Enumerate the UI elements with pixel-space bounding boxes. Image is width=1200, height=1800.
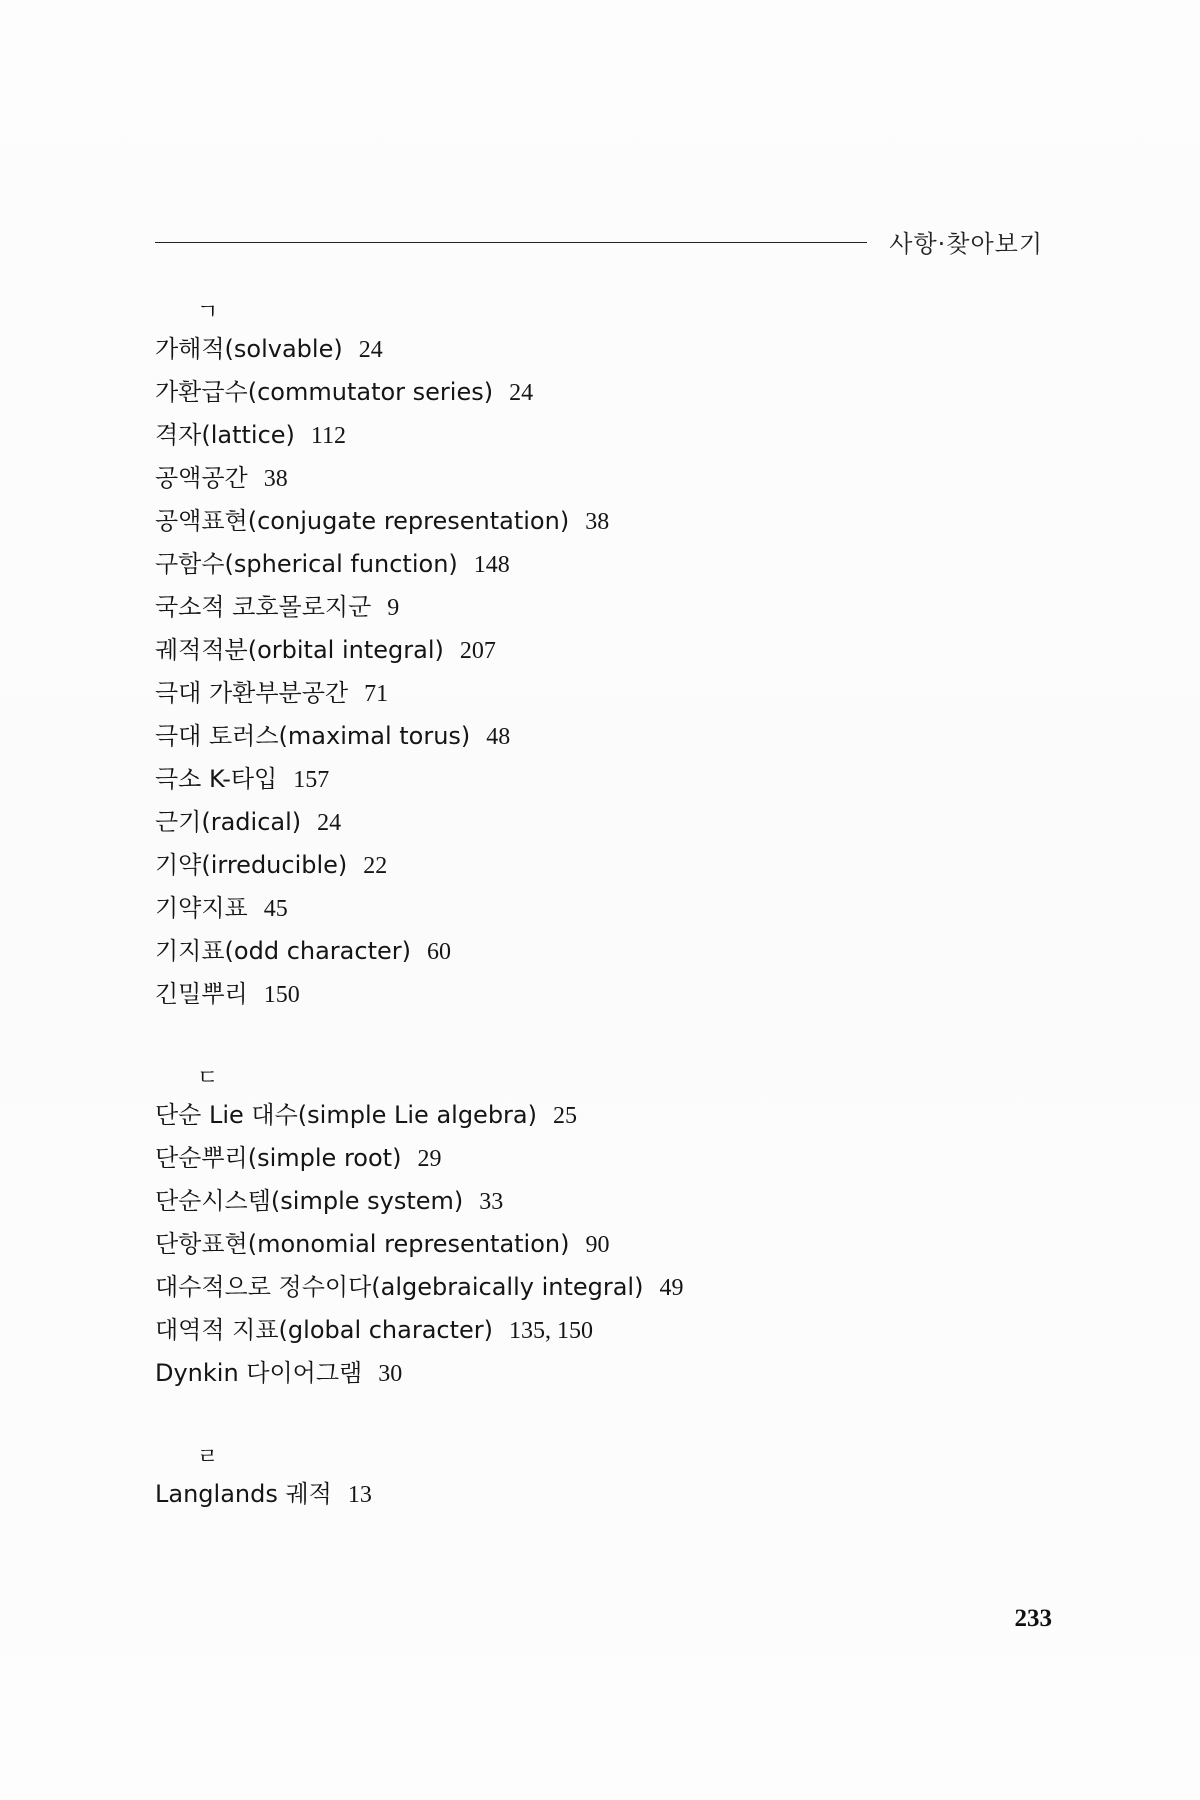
index-entry (155, 973, 1055, 1016)
header-rule (155, 242, 867, 243)
entry-pages: 30 (378, 1361, 403, 1387)
entry-pages: 38 (263, 466, 288, 492)
entry-pages: 38 (585, 509, 610, 535)
entry-pages: 24 (509, 380, 534, 406)
entry-pages: 157 (293, 767, 330, 793)
index-entry (155, 586, 1055, 629)
entry-term: 궤적적분(orbital integral) (155, 636, 444, 664)
section-letter: ㄹ (197, 1445, 219, 1470)
entry-pages: 150 (263, 982, 300, 1008)
index-entry (155, 1180, 1055, 1223)
entry-term: 기지표(odd character) (155, 937, 411, 965)
entry-pages: 45 (263, 896, 288, 922)
section-letter: ㄷ (197, 1066, 219, 1091)
entry-term: Langlands 궤적 (155, 1480, 332, 1508)
index-entry (155, 930, 1055, 973)
entry-term: 국소적 코호몰로지군 (155, 593, 372, 621)
section-spacer (155, 1016, 1055, 1064)
entry-term: 대수적으로 정수이다(algebraically integral) (155, 1273, 644, 1301)
entry-pages: 71 (364, 681, 389, 707)
entry-term: 단순시스템(simple system) (155, 1187, 464, 1215)
entry-pages: 13 (347, 1482, 372, 1508)
entry-pages: 135, 150 (509, 1318, 594, 1344)
entry-pages: 24 (317, 810, 342, 836)
index-entry (155, 801, 1055, 844)
entry-term: 단항표현(monomial representation) (155, 1230, 570, 1258)
index-section-digeut (155, 1064, 1055, 1395)
entry-term: 단순뿌리(simple root) (155, 1144, 402, 1172)
index-entry (155, 1223, 1055, 1266)
index-entry (155, 1352, 1055, 1395)
entry-term: 격자(lattice) (155, 421, 295, 449)
index-entry (155, 844, 1055, 887)
subject-index (155, 298, 1055, 1516)
index-entry (155, 758, 1055, 801)
section-letter: ㄱ (197, 300, 219, 325)
entry-pages: 22 (363, 853, 388, 879)
entry-term: 구함수(spherical function) (155, 550, 458, 578)
entry-pages: 207 (459, 638, 496, 664)
section-spacer (155, 1395, 1055, 1443)
index-entry (155, 328, 1055, 371)
entry-term: 가환급수(commutator series) (155, 378, 494, 406)
index-entry (155, 500, 1055, 543)
page-number: 233 (1014, 1605, 1052, 1632)
entry-term: 긴밀뿌리 (155, 980, 248, 1008)
index-entry (155, 715, 1055, 758)
entry-pages: 29 (417, 1146, 442, 1172)
entry-term: 기약(irreducible) (155, 851, 348, 879)
entry-pages: 25 (553, 1103, 577, 1129)
entry-term: Dynkin 다이어그램 (155, 1359, 363, 1387)
index-entry (155, 1094, 1055, 1137)
running-header (155, 222, 1055, 262)
entry-pages: 148 (473, 552, 510, 578)
entry-pages: 24 (358, 337, 383, 363)
index-entry (155, 1309, 1055, 1352)
entry-term: 단순 Lie 대수(simple Lie algebra) (155, 1101, 537, 1129)
index-entry (155, 1266, 1055, 1309)
entry-pages: 48 (486, 724, 511, 750)
index-entry (155, 371, 1055, 414)
entry-pages: 90 (585, 1232, 610, 1258)
index-entry (155, 457, 1055, 500)
entry-pages: 49 (659, 1275, 684, 1301)
index-entry (155, 414, 1055, 457)
entry-term: 공액표현(conjugate representation) (155, 507, 570, 535)
index-entry (155, 1473, 1055, 1516)
entry-pages: 112 (310, 423, 347, 449)
index-section-rieul (155, 1443, 1055, 1516)
entry-term: 대역적 지표(global character) (155, 1316, 494, 1344)
entry-pages: 60 (427, 939, 451, 965)
entry-term: 기약지표 (155, 894, 248, 922)
index-entry (155, 672, 1055, 715)
entry-term: 극대 가환부분공간 (155, 679, 349, 707)
header-title: 사항·찾아보기 (889, 230, 1043, 258)
index-entry (155, 887, 1055, 930)
entry-term: 극소 K-타입 (155, 765, 278, 793)
entry-term: 가해적(solvable) (155, 335, 343, 363)
index-entry (155, 1137, 1055, 1180)
entry-term: 공액공간 (155, 464, 248, 492)
index-section-giyeok (155, 298, 1055, 1016)
entry-pages: 9 (387, 595, 400, 621)
index-entry (155, 543, 1055, 586)
entry-term: 극대 토러스(maximal torus) (155, 722, 471, 750)
entry-term: 근기(radical) (155, 808, 302, 836)
index-entry (155, 629, 1055, 672)
entry-pages: 33 (479, 1189, 504, 1215)
